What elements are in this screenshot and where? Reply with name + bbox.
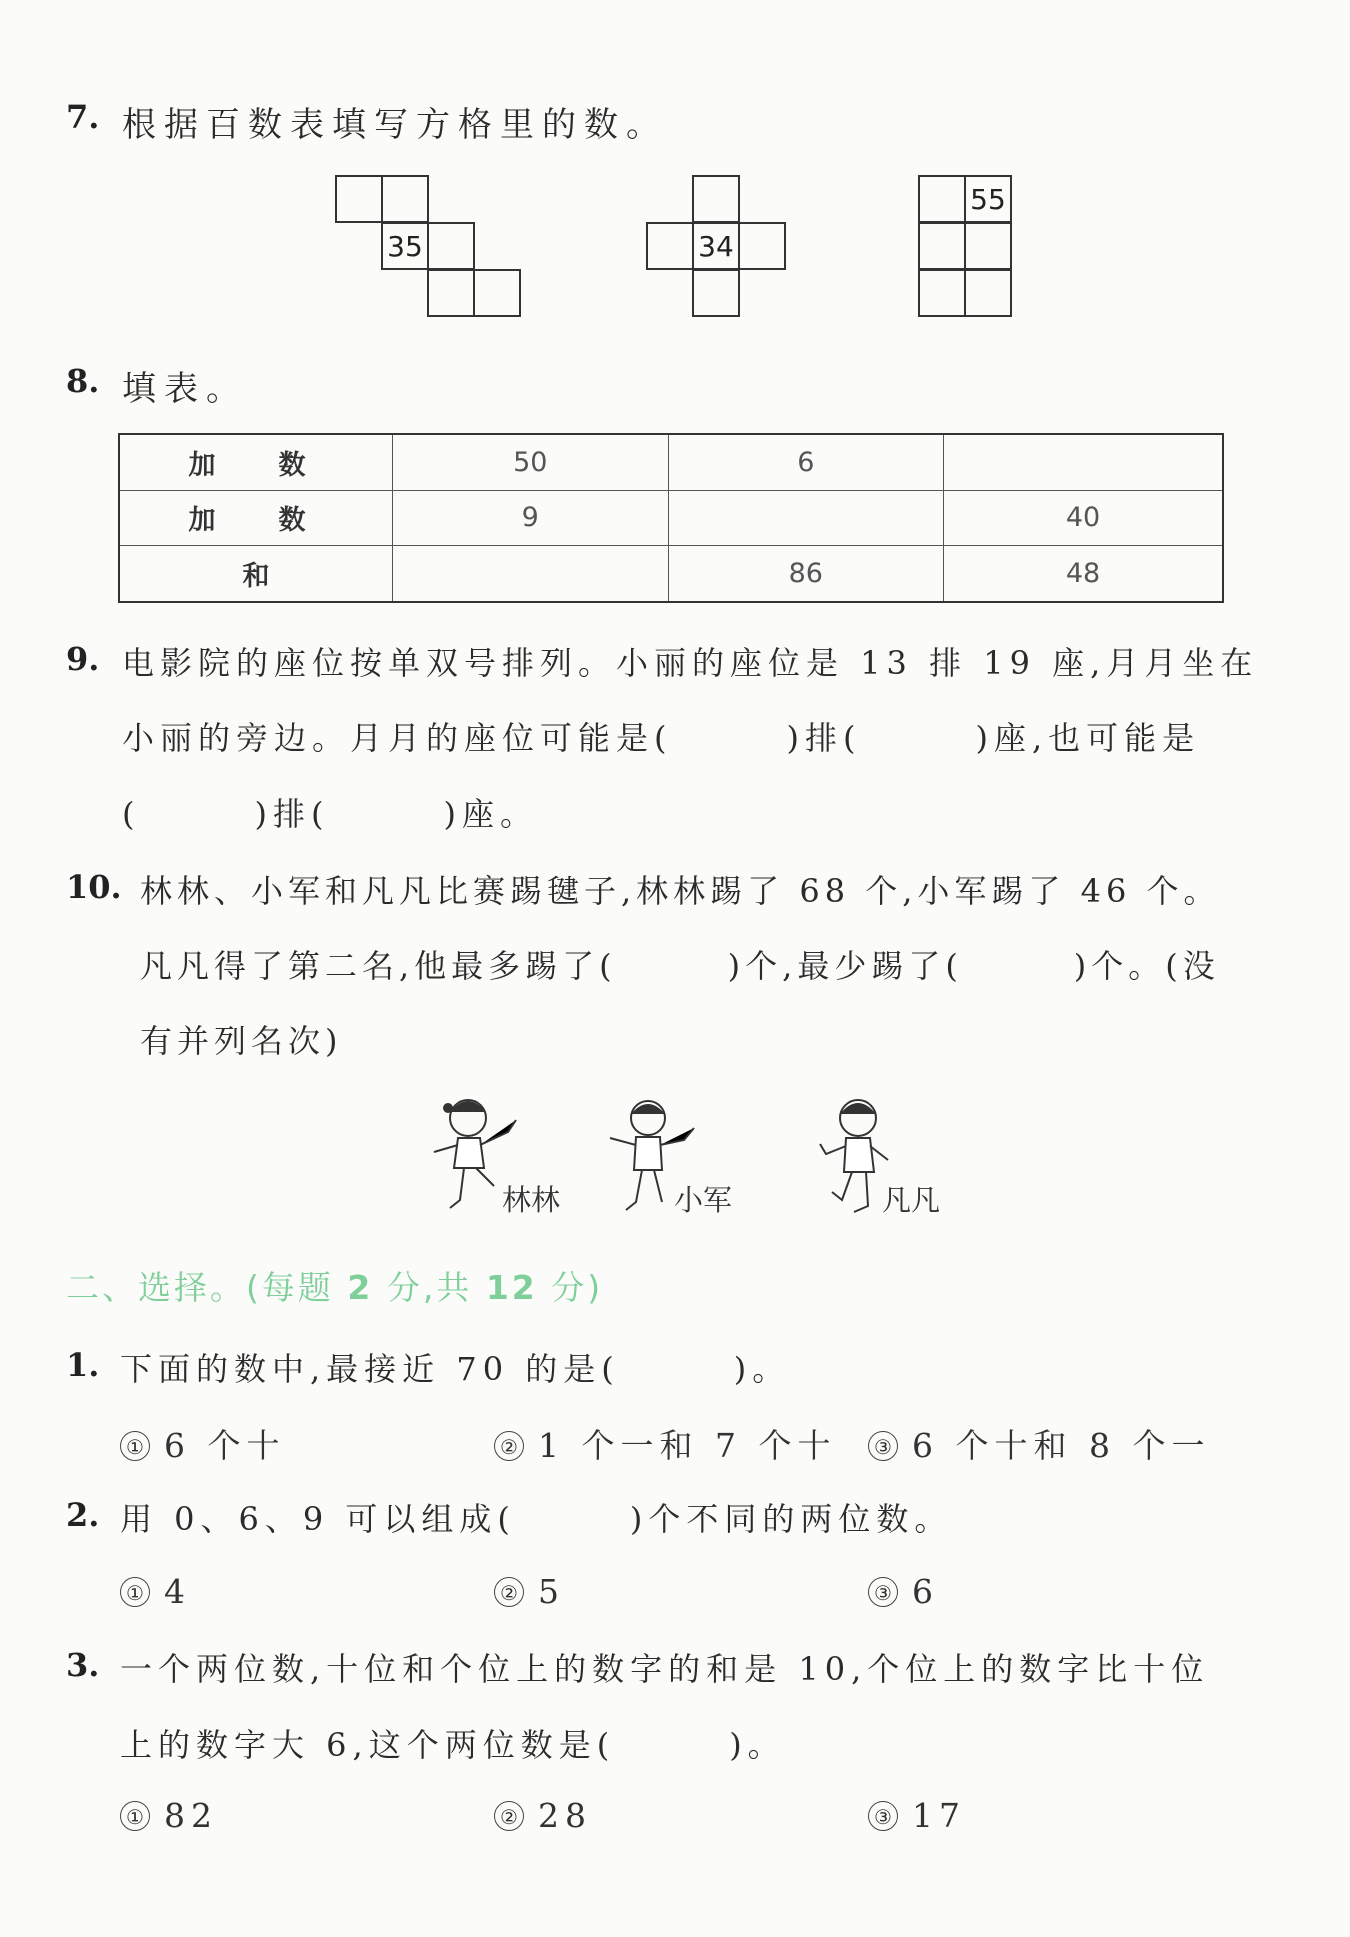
option-mark: ② <box>494 1577 524 1607</box>
section-title-score-total: 12 <box>485 1268 538 1307</box>
table-cell[interactable]: 50 <box>393 434 669 490</box>
kid-label-linlin: 林林 <box>502 1183 561 1217</box>
option-text: 6 个十和 8 个一 <box>912 1426 1211 1465</box>
table-cell[interactable] <box>944 434 1223 490</box>
mc-1-text: 下面的数中,最接近 70 的是( )。 <box>120 1350 791 1388</box>
question-10-number: 10. <box>66 868 122 906</box>
question-7-text: 根据百数表填写方格里的数。 <box>122 105 668 145</box>
mc-3-line2: 上的数字大 6,这个两位数是( )。 <box>120 1726 786 1764</box>
option-mark: ① <box>120 1577 150 1607</box>
question-10-line2: 凡凡得了第二名,他最多踢了( )个,最少踢了( )个。(没 <box>140 947 1220 985</box>
table-cell[interactable]: 40 <box>944 490 1223 546</box>
grid3-cell[interactable] <box>964 269 1012 317</box>
option-text: 5 <box>538 1572 565 1611</box>
mc-2-number: 2. <box>66 1496 100 1534</box>
row-label: 加 数 <box>119 434 393 490</box>
grid1-cell[interactable] <box>427 222 475 270</box>
option-mark: ③ <box>868 1431 898 1461</box>
option-text: 6 个十 <box>164 1426 286 1465</box>
mc-1-option-1[interactable] <box>120 1420 286 1467</box>
kid-label-fanfan: 凡凡 <box>882 1183 941 1217</box>
table-cell[interactable]: 48 <box>944 546 1223 602</box>
mc-1-option-3[interactable] <box>868 1420 1210 1467</box>
mc-3-number: 3. <box>66 1646 100 1684</box>
question-10-line1: 林林、小军和凡凡比赛踢毽子,林林踢了 68 个,小军踢了 46 个。 <box>140 872 1221 910</box>
grid1-cell[interactable] <box>335 175 383 223</box>
grid2-cell-given: 34 <box>692 222 740 270</box>
option-text: 4 <box>164 1572 191 1611</box>
mc-2-option-3[interactable] <box>868 1572 939 1611</box>
question-9-line2: 小丽的旁边。月月的座位可能是( )排( )座,也可能是 <box>122 719 1201 757</box>
section-2-title <box>66 1262 603 1309</box>
option-mark: ② <box>494 1801 524 1831</box>
mc-3-option-1[interactable] <box>120 1796 218 1835</box>
question-9-line1: 电影院的座位按单双号排列。小丽的座位是 13 排 19 座,月月坐在 <box>122 644 1259 682</box>
grid1-cell[interactable] <box>473 269 521 317</box>
grid1-cell[interactable] <box>381 175 429 223</box>
row-label: 和 <box>119 546 393 602</box>
mc-3-line1: 一个两位数,十位和个位上的数字的和是 10,个位上的数字比十位 <box>120 1650 1210 1688</box>
question-7-number: 7. <box>66 98 100 136</box>
table-cell[interactable] <box>668 490 944 546</box>
mc-3-option-2[interactable] <box>494 1796 592 1835</box>
table-cell[interactable]: 86 <box>668 546 944 602</box>
option-mark: ① <box>120 1431 150 1461</box>
mc-3-option-3[interactable] <box>868 1796 966 1835</box>
mc-2-option-1[interactable] <box>120 1572 191 1611</box>
option-text: 28 <box>538 1796 592 1835</box>
option-mark: ③ <box>868 1801 898 1831</box>
grid1-cell[interactable] <box>427 269 475 317</box>
grid3-cell[interactable] <box>964 222 1012 270</box>
table-cell[interactable]: 6 <box>668 434 944 490</box>
grid3-cell[interactable] <box>918 175 966 223</box>
option-mark: ③ <box>868 1577 898 1607</box>
option-text: 82 <box>164 1796 218 1835</box>
question-9-number: 9. <box>66 640 100 678</box>
kid-label-xiaojun: 小军 <box>674 1183 733 1217</box>
question-8-number: 8. <box>66 362 100 400</box>
option-text: 6 <box>912 1572 939 1611</box>
table-row <box>119 490 1223 546</box>
section-title-score-a: (每题 <box>246 1268 348 1307</box>
mc-1-option-2[interactable] <box>494 1420 836 1467</box>
mc-1-number: 1. <box>66 1346 100 1384</box>
table-row <box>119 546 1223 602</box>
table-row <box>119 434 1223 490</box>
mc-2-text: 用 0、6、9 可以组成( )个不同的两位数。 <box>120 1500 953 1538</box>
row-label: 加 数 <box>119 490 393 546</box>
grid2-cell[interactable] <box>692 269 740 317</box>
table-cell[interactable] <box>393 546 669 602</box>
mc-2-option-2[interactable] <box>494 1572 565 1611</box>
grid2-cell[interactable] <box>646 222 694 270</box>
section-title-score-c: 分) <box>537 1268 604 1307</box>
grid1-cell-given: 35 <box>381 222 429 270</box>
question-8-text: 填表。 <box>122 369 248 409</box>
section-title-score-per: 2 <box>347 1268 374 1307</box>
option-mark: ② <box>494 1431 524 1461</box>
section-title-main: 二、选择。 <box>66 1268 246 1307</box>
option-mark: ① <box>120 1801 150 1831</box>
table-cell[interactable]: 9 <box>393 490 669 546</box>
section-title-score-b: 分,共 <box>373 1268 486 1307</box>
grid2-cell[interactable] <box>692 175 740 223</box>
grid3-cell[interactable] <box>918 222 966 270</box>
option-text: 1 个一和 7 个十 <box>538 1426 837 1465</box>
option-text: 17 <box>912 1796 966 1835</box>
grid2-cell[interactable] <box>738 222 786 270</box>
grid3-cell[interactable] <box>918 269 966 317</box>
question-9-line3: ( )排( )座。 <box>122 795 538 833</box>
grid3-cell-given: 55 <box>964 175 1012 223</box>
question-10-line3: 有并列名次) <box>140 1022 343 1060</box>
addition-table <box>118 433 1224 603</box>
